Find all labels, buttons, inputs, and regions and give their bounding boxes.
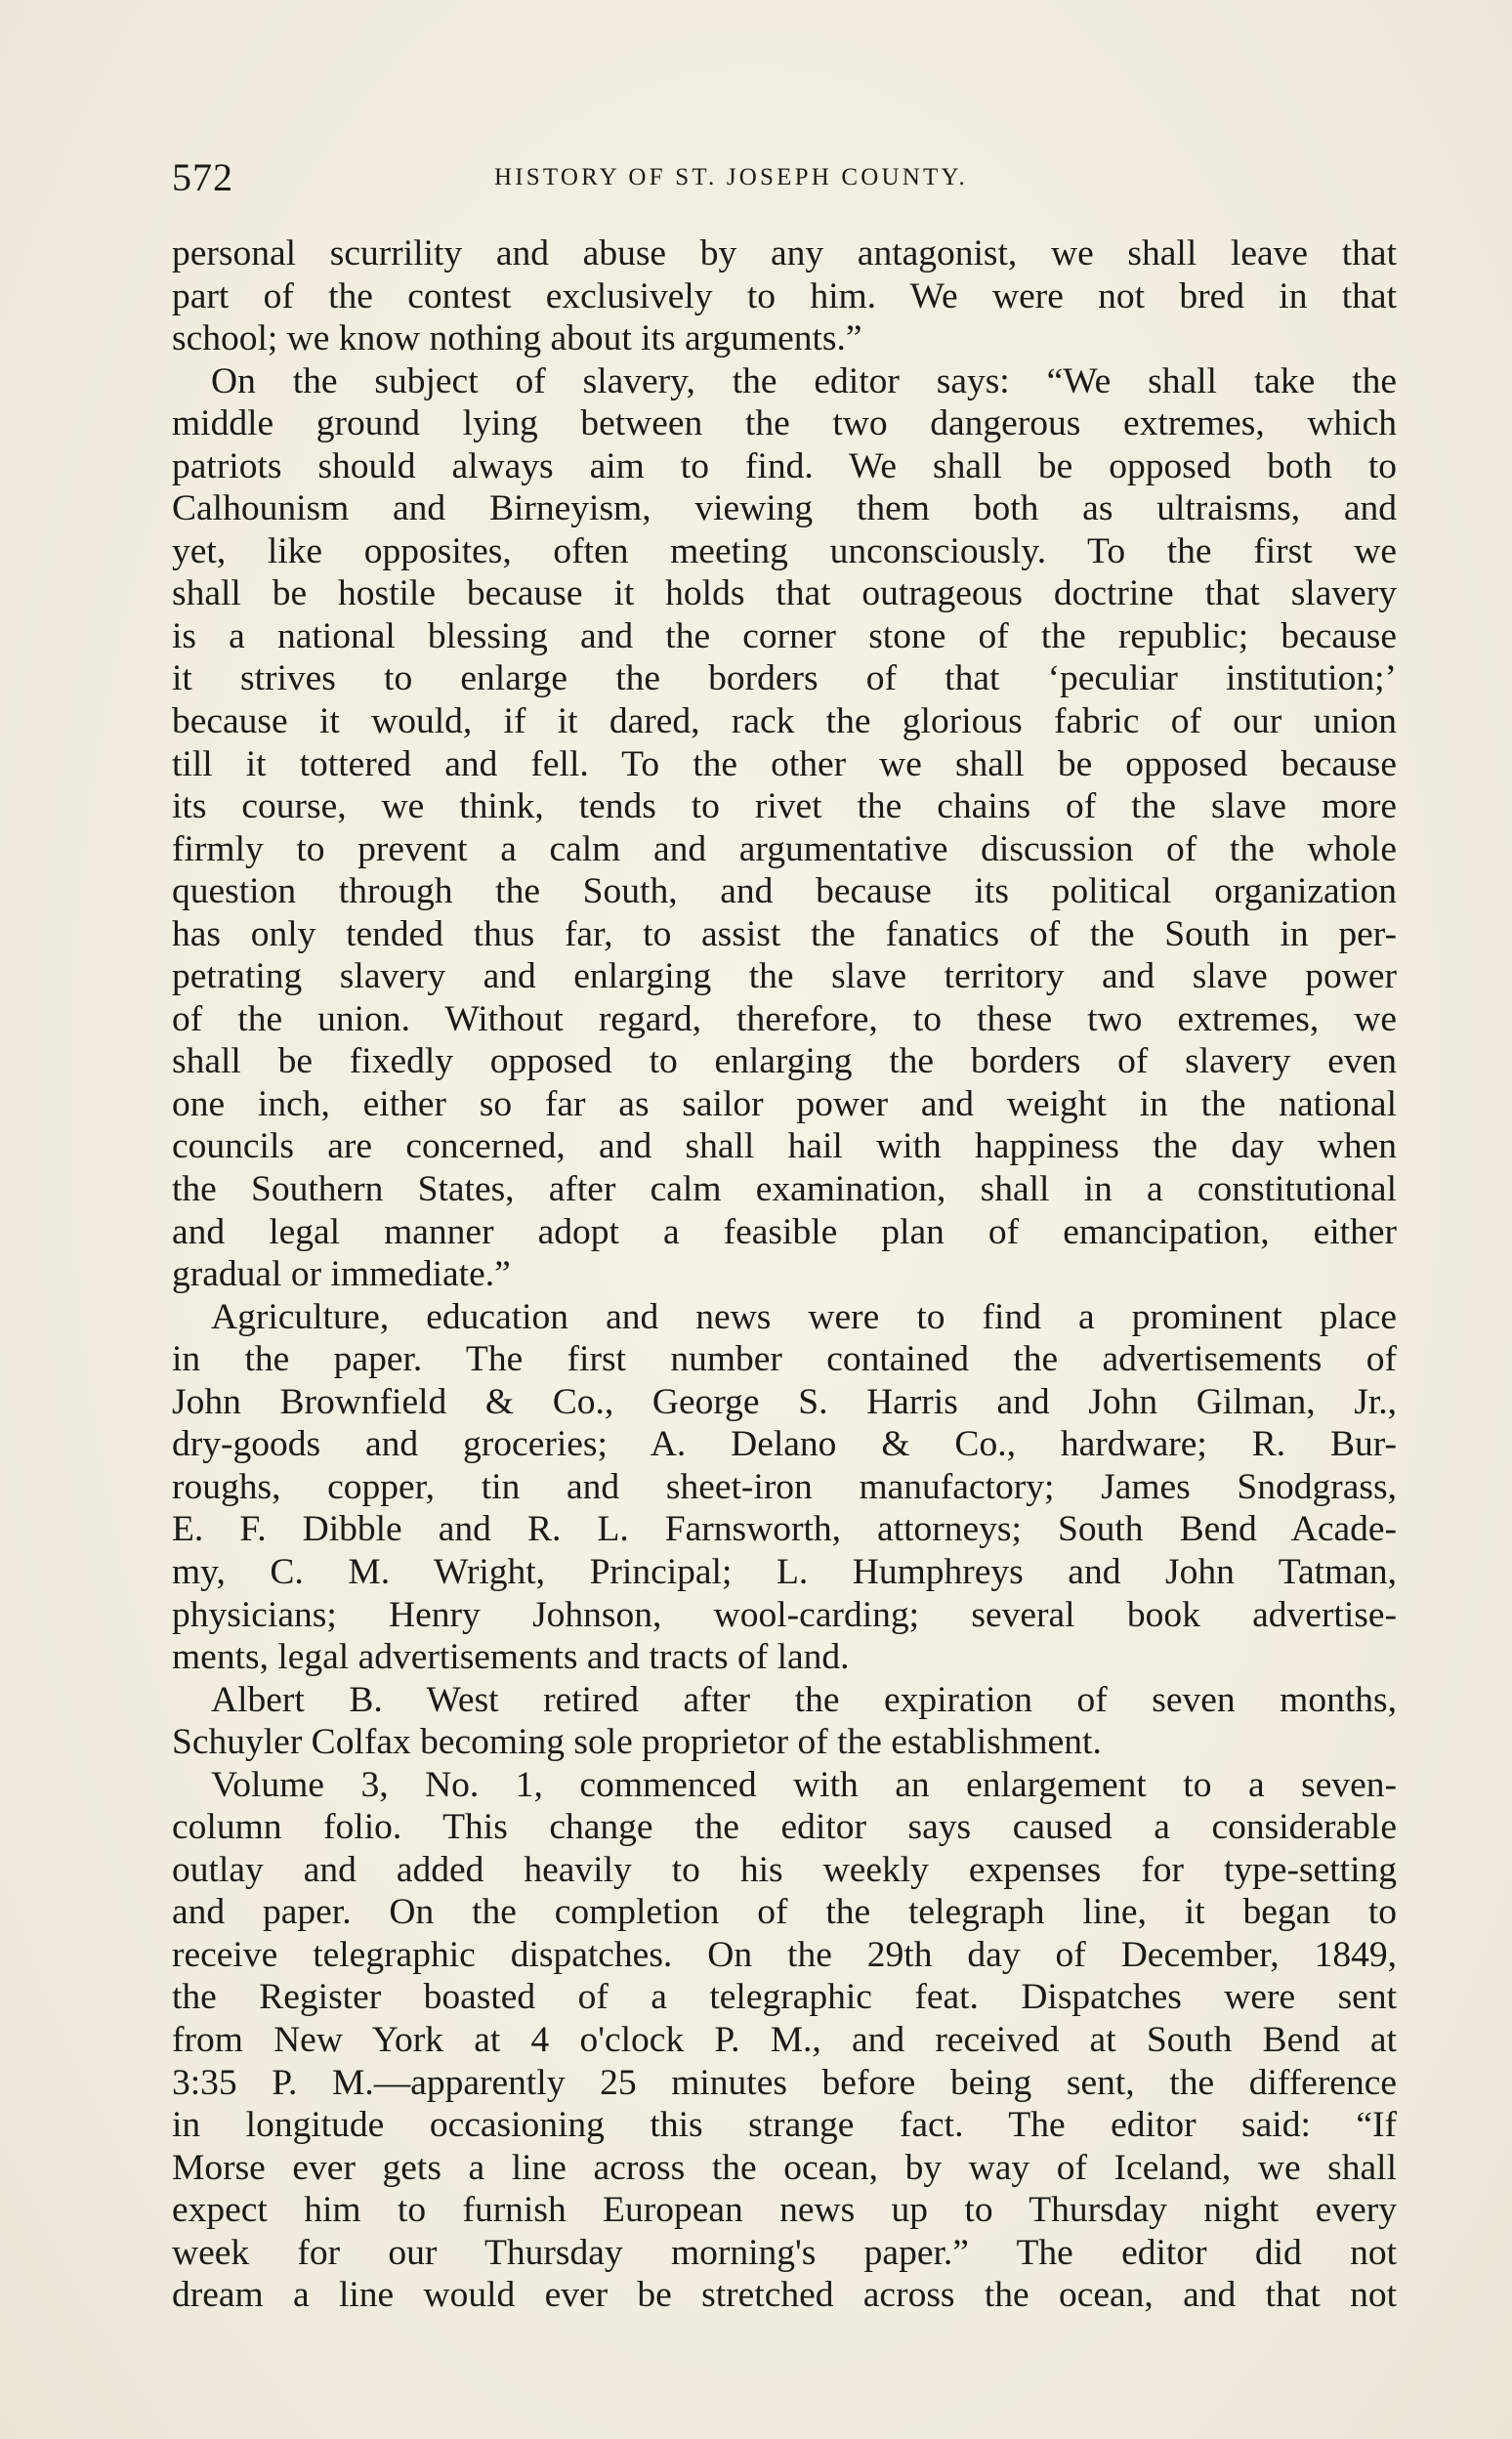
text-line: On the subject of slavery, the editor says: “We shall take the xyxy=(211,360,1397,401)
text-line: column folio. This change the editor says caused a considerable xyxy=(172,1807,1397,1848)
text-line: personal scurrility and abuse by any antagonist, we shall leave that xyxy=(172,233,1397,273)
text-line: in the paper. The first number contained the advertisements of xyxy=(172,1339,1397,1380)
text-line: my, C. M. Wright, Principal; L. Humphreys and John Tatman, xyxy=(172,1551,1397,1592)
text-line: outlay and added heavily to his weekly expenses for type-setting xyxy=(172,1849,1397,1890)
text-line: and legal manner adopt a feasible plan of emancipation, either xyxy=(172,1211,1397,1252)
page-number: 572 xyxy=(172,155,233,199)
text-line: one inch, either so far as sailor power and weight in the national xyxy=(172,1083,1397,1124)
running-title: HISTORY OF ST. JOSEPH COUNTY. xyxy=(494,164,969,190)
text-line: the Southern States, after calm examination, shall in a constitutional xyxy=(172,1169,1397,1210)
text-line: it strives to enlarge the borders of that ‘peculiar institution;’ xyxy=(172,658,1397,699)
text-line: receive telegraphic dispatches. On the 29th day of December, 1849, xyxy=(172,1934,1397,1975)
text-line: week for our Thursday morning's paper.” The editor did not xyxy=(172,2232,1397,2273)
text-line: from New York at 4 o'clock P. M., and received at South Bend at xyxy=(172,2019,1397,2060)
text-line: patriots should always aim to find. We shall be opposed both to xyxy=(172,445,1397,486)
text-line: gradual or immediate.” xyxy=(172,1254,511,1295)
text-line: has only tended thus far, to assist the fanatics of the South in per- xyxy=(172,913,1397,954)
text-line: school; we know nothing about its arguments.” xyxy=(172,318,862,359)
body-text xyxy=(172,232,1397,2317)
text-line: Calhounism and Birneyism, viewing them both as ultraisms, and xyxy=(172,488,1397,529)
text-line: part of the contest exclusively to him. We were not bred in that xyxy=(172,275,1397,316)
text-line: in longitude occasioning this strange fact. The editor said: “If xyxy=(172,2105,1397,2146)
text-line: till it tottered and fell. To the other we shall be opposed because xyxy=(172,743,1397,784)
text-line: middle ground lying between the two dangerous extremes, which xyxy=(172,403,1397,444)
text-line: councils are concerned, and shall hail with happiness the day when xyxy=(172,1126,1397,1167)
text-line: shall be hostile because it holds that outrageous doctrine that slavery xyxy=(172,573,1397,614)
text-line: ments, legal advertisements and tracts of land. xyxy=(172,1637,850,1678)
text-line: John Brownfield & Co., George S. Harris and John Gilman, Jr., xyxy=(172,1381,1397,1422)
text-line: shall be fixedly opposed to enlarging the borders of slavery even xyxy=(172,1041,1397,1082)
text-line: roughs, copper, tin and sheet-iron manufactory; James Snodgrass, xyxy=(172,1466,1397,1507)
text-line: of the union. Without regard, therefore, to these two extremes, we xyxy=(172,998,1397,1039)
text-line: E. F. Dibble and R. L. Farnsworth, attorneys; South Bend Acade- xyxy=(172,1509,1397,1550)
text-line: the Register boasted of a telegraphic feat. Dispatches were sent xyxy=(172,1977,1397,2018)
text-line: because it would, if it dared, rack the glorious fabric of our union xyxy=(172,701,1397,742)
text-line: is a national blessing and the corner stone of the republic; because xyxy=(172,615,1397,656)
text-line: firmly to prevent a calm and argumentative discussion of the whole xyxy=(172,828,1397,869)
text-line: petrating slavery and enlarging the slave territory and slave power xyxy=(172,956,1397,997)
text-line: question through the South, and because its political organization xyxy=(172,871,1397,912)
text-line: and paper. On the completion of the telegraph line, it began to xyxy=(172,1892,1397,1933)
page-header xyxy=(172,147,1395,205)
text-line: Morse ever gets a line across the ocean, by way of Iceland, we shall xyxy=(172,2147,1397,2188)
text-line: yet, like opposites, often meeting unconsciously. To the first we xyxy=(172,530,1397,571)
text-line: Albert B. West retired after the expiration of seven months, xyxy=(211,1679,1397,1720)
text-line: Schuyler Colfax becoming sole proprietor of the establishment. xyxy=(172,1722,1102,1763)
text-line: physicians; Henry Johnson, wool-carding; several book advertise- xyxy=(172,1594,1397,1635)
text-line: expect him to furnish European news up to Thursday night every xyxy=(172,2190,1397,2231)
text-line: its course, we think, tends to rivet the chains of the slave more xyxy=(172,786,1397,827)
text-line: dry-goods and groceries; A. Delano & Co., hardware; R. Bur- xyxy=(172,1424,1397,1465)
text-line: dream a line would ever be stretched across the ocean, and that not xyxy=(172,2275,1397,2316)
text-line: 3:35 P. M.—apparently 25 minutes before being sent, the difference xyxy=(172,2062,1397,2103)
text-line: Agriculture, education and news were to find a prominent place xyxy=(211,1296,1397,1337)
text-line: Volume 3, No. 1, commenced with an enlargement to a seven- xyxy=(211,1764,1397,1805)
